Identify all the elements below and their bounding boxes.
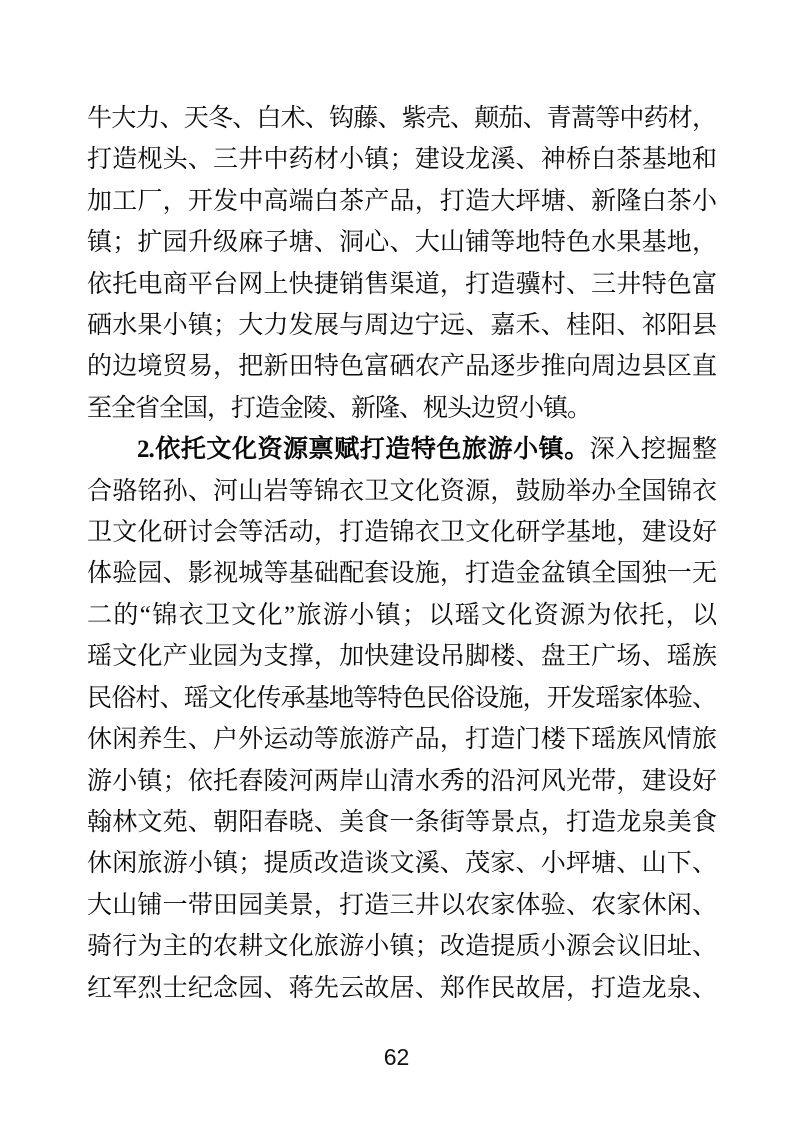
- section-heading-continuation: 深入挖掘整: [589, 436, 716, 464]
- text-line: 卫文化研讨会等活动，打造锦衣卫文化研学基地，建设好: [87, 519, 716, 547]
- text-line: 加工厂，开发中高端白茶产品，打造大坪塘、新隆白茶小: [87, 187, 716, 215]
- text-line: 的边境贸易，把新田特色富硒农产品逐步推向周边县区直: [87, 353, 716, 381]
- text-line: 镇；扩园升级麻子塘、洞心、大山铺等地特色水果基地，: [87, 229, 716, 257]
- text-line: 红军烈士纪念园、蒋先云故居、郑作民故居，打造龙泉、: [87, 974, 716, 1002]
- text-line: 民俗村、瑶文化传承基地等特色民俗设施，开发瑶家体验、: [87, 684, 716, 712]
- text-line: 骑行为主的农耕文化旅游小镇；改造提质小源会议旧址、: [87, 933, 716, 961]
- document-body: [87, 98, 716, 1009]
- text-line: 大山铺一带田园美景，打造三井以农家体验、农家休闲、: [87, 891, 716, 919]
- text-line: 体验园、影视城等基础配套设施，打造金盆镇全国独一无: [87, 560, 716, 588]
- text-line: 翰林文苑、朝阳春晓、美食一条街等景点，打造龙泉美食: [87, 808, 716, 836]
- text-line: 合骆铭孙、河山岩等锦衣卫文化资源，鼓励举办全国锦衣: [87, 477, 716, 505]
- text-line: 牛大力、天冬、白术、钩藤、紫壳、颠茄、青蒿等中药材，: [87, 105, 716, 132]
- text-line: 硒水果小镇；大力发展与周边宁远、嘉禾、桂阳、祁阳县: [87, 312, 716, 340]
- text-line: 游小镇；依托舂陵河两岸山清水秀的沿河风光带，建设好: [87, 767, 716, 795]
- text-line: 二的“锦衣卫文化”旅游小镇；以瑶文化资源为依托，以: [87, 601, 716, 629]
- section-heading-line: [87, 429, 716, 470]
- text-line-paragraph-end: 至全省全国，打造金陵、新隆、枧头边贸小镇。: [87, 394, 592, 422]
- text-line: 瑶文化产业园为支撑，加快建设吊脚楼、盘王广场、瑶族: [87, 643, 716, 671]
- text-line: 依托电商平台网上快捷销售渠道，打造骥村、三井特色富: [87, 270, 716, 298]
- text-line: 休闲养生、户外运动等旅游产品，打造门楼下瑶族风情旅: [87, 726, 716, 754]
- section-heading: 2.依托文化资源禀赋打造特色旅游小镇。: [137, 436, 590, 464]
- text-line: 休闲旅游小镇；提质改造谈文溪、茂家、小坪塘、山下、: [87, 850, 716, 878]
- page-number: 62: [383, 1044, 410, 1070]
- text-line: 打造枧头、三井中药材小镇；建设龙溪、神桥白茶基地和: [87, 146, 716, 174]
